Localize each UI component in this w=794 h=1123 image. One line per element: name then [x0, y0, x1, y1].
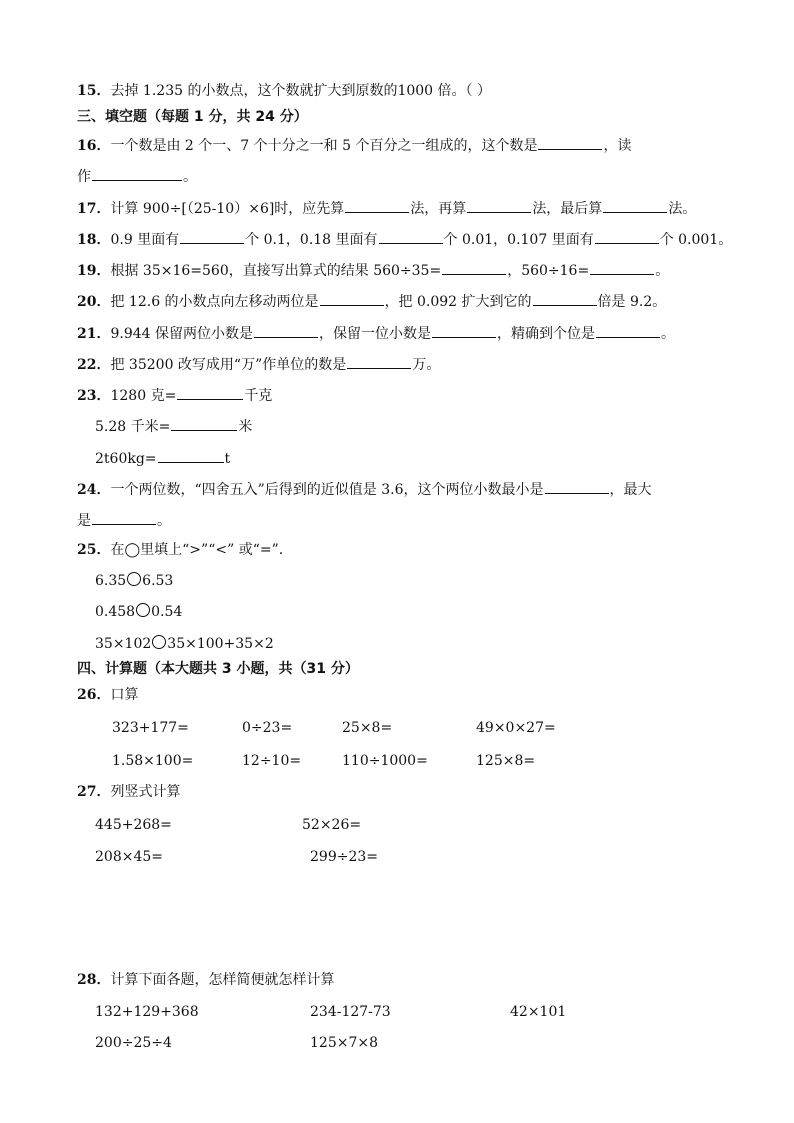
question-text: 0.9 里面有: [110, 232, 180, 248]
answer-blank[interactable]: [92, 510, 156, 525]
question-19: [77, 260, 669, 280]
question-28: [77, 971, 334, 989]
question-text: 个 0.001。: [659, 232, 733, 248]
question-text: 2t60kg=: [95, 451, 157, 467]
question-number: 22．: [77, 357, 111, 373]
answer-blank[interactable]: [533, 291, 597, 306]
question-text: ，最大: [609, 482, 652, 498]
answer-blank[interactable]: [595, 229, 659, 244]
compare-left: 0.458: [95, 604, 136, 620]
question-text: 是: [77, 513, 91, 529]
answer-blank[interactable]: [603, 198, 667, 213]
question-text: 去掉 1.235 的小数点，这个数就扩大到原数的1000 倍。（ ）: [110, 83, 491, 99]
compare-item: [95, 603, 182, 621]
question-text: 。: [157, 513, 171, 529]
question-25: [77, 541, 283, 559]
answer-blank[interactable]: [432, 323, 496, 338]
question-text: 列竖式计算: [110, 784, 181, 800]
compare-circle-blank[interactable]: [127, 572, 141, 586]
compare-item: [95, 635, 274, 653]
question-17: [77, 198, 696, 218]
simplify-calc-item: 125×7×8: [310, 1035, 378, 1051]
vertical-calc-item: 208×45=: [95, 849, 163, 865]
question-24-continued: [77, 510, 171, 530]
question-text: 口算: [110, 687, 139, 703]
answer-blank[interactable]: [379, 229, 443, 244]
simplify-calc-item: 234-127-73: [310, 1004, 391, 1020]
question-20: [77, 291, 666, 311]
question-text: 一个两位数，“四舍五入”后得到的近似值是 3.6，这个两位小数最小是: [110, 482, 544, 498]
question-22: [77, 354, 440, 374]
question-number: 20．: [77, 294, 111, 310]
question-text: ，保留一位小数是: [319, 326, 432, 342]
question-text: 一个数是由 2 个一、7 个十分之一和 5 个百分之一组成的，这个数是: [110, 138, 538, 154]
question-16-continued: [77, 166, 197, 186]
vertical-calc-item: 445+268=: [95, 817, 172, 833]
question-text: 千克: [244, 388, 273, 404]
answer-blank[interactable]: [345, 198, 409, 213]
question-text: 米: [238, 419, 253, 435]
compare-right: 35×100+35×2: [167, 636, 274, 652]
question-text: 法，再算: [410, 201, 467, 217]
question-15: [77, 82, 491, 100]
answer-blank[interactable]: [92, 166, 182, 181]
vertical-calc-item: 52×26=: [302, 817, 362, 833]
question-number: 26．: [77, 687, 111, 703]
question-text: 5.28 千米=: [95, 419, 171, 435]
compare-circle-blank[interactable]: [136, 603, 150, 617]
question-text: 法。: [668, 201, 697, 217]
question-text: 。: [661, 326, 676, 342]
question-number: 17．: [77, 201, 111, 217]
answer-blank[interactable]: [320, 291, 384, 306]
question-18: [77, 229, 732, 249]
answer-blank[interactable]: [467, 198, 531, 213]
question-text: 个 0.1，0.18 里面有: [245, 232, 378, 248]
question-21: [77, 323, 675, 343]
question-text: t: [224, 451, 231, 467]
compare-item: [95, 572, 173, 590]
simplify-calc-item: 42×101: [510, 1004, 567, 1020]
oral-calc-item: 1.58×100=: [112, 753, 194, 769]
question-text: 1280 克=: [110, 388, 177, 404]
question-number: 16．: [77, 138, 111, 154]
question-text: 把 35200 改写成用“万”作单位的数是: [110, 357, 347, 373]
question-text: 法，最后算: [532, 201, 603, 217]
oral-calc-item: 110÷1000=: [342, 753, 428, 769]
answer-blank[interactable]: [254, 323, 318, 338]
vertical-calc-item: 299÷23=: [310, 849, 378, 865]
question-text: 9.944 保留两位小数是: [110, 326, 254, 342]
oral-calc-item: 12÷10=: [242, 753, 302, 769]
question-23: [77, 385, 272, 405]
question-number: 18．: [77, 232, 111, 248]
question-text: ，读: [603, 138, 632, 154]
oral-calc-item: 323+177=: [112, 720, 189, 736]
question-23-line-3: [95, 448, 230, 468]
question-number: 24．: [77, 482, 111, 498]
oral-calc-item: 0÷23=: [242, 720, 293, 736]
question-number: 23．: [77, 388, 111, 404]
answer-blank[interactable]: [171, 416, 237, 431]
simplify-calc-item: 200÷25÷4: [95, 1035, 172, 1051]
question-26: [77, 686, 138, 704]
question-text: 。: [655, 263, 670, 279]
simplify-calc-item: 132+129+368: [95, 1004, 199, 1020]
answer-blank[interactable]: [545, 479, 609, 494]
question-text: 根据 35×16=560，直接写出算式的结果 560÷35=: [110, 263, 442, 279]
oral-calc-item: 125×8=: [476, 753, 536, 769]
question-16: [77, 135, 631, 155]
answer-blank[interactable]: [596, 323, 660, 338]
question-text: 万。: [412, 357, 441, 373]
answer-blank[interactable]: [158, 448, 224, 463]
answer-blank[interactable]: [347, 354, 411, 369]
question-number: 27．: [77, 784, 111, 800]
question-text: ，把 0.092 扩大到它的: [384, 294, 532, 310]
question-text: 个 0.01，0.107 里面有: [443, 232, 594, 248]
question-text: 倍是 9.2。: [597, 294, 667, 310]
question-number: 15．: [77, 83, 111, 99]
question-number: 19．: [77, 263, 111, 279]
section-4-heading: 四、计算题（本大题共 3 小题，共（31 分）: [77, 661, 359, 677]
question-text: 作: [77, 169, 91, 185]
compare-left: 35×102: [95, 636, 152, 652]
compare-right: 6.53: [142, 573, 174, 589]
answer-blank[interactable]: [538, 135, 602, 150]
question-number: 28．: [77, 972, 111, 988]
compare-right: 0.54: [151, 604, 183, 620]
question-text: ，560÷16=: [507, 263, 590, 279]
section-3-heading: 三、填空题（每题 1 分，共 24 分）: [77, 109, 308, 125]
oral-calc-item: 49×0×27=: [476, 720, 556, 736]
question-24: [77, 479, 652, 499]
question-text: 计算下面各题，怎样简便就怎样计算: [110, 972, 335, 988]
answer-blank[interactable]: [442, 260, 506, 275]
question-text: ，精确到个位是: [497, 326, 596, 342]
question-23-line-2: [95, 416, 252, 436]
compare-circle-blank[interactable]: [152, 635, 166, 649]
answer-blank[interactable]: [180, 229, 244, 244]
question-text: 计算 900÷[（25-10）×6]时，应先算: [110, 201, 345, 217]
question-text: 把 12.6 的小数点向左移动两位是: [110, 294, 319, 310]
question-number: 21．: [77, 326, 111, 342]
answer-blank[interactable]: [177, 385, 243, 400]
oral-calc-item: 25×8=: [342, 720, 393, 736]
question-number: 25．: [77, 542, 111, 558]
question-27: [77, 783, 180, 801]
compare-left: 6.35: [95, 573, 127, 589]
question-text: 。: [183, 169, 197, 185]
answer-blank[interactable]: [590, 260, 654, 275]
question-text: 在◯里填上“>”“<” 或“=”.: [110, 542, 284, 558]
